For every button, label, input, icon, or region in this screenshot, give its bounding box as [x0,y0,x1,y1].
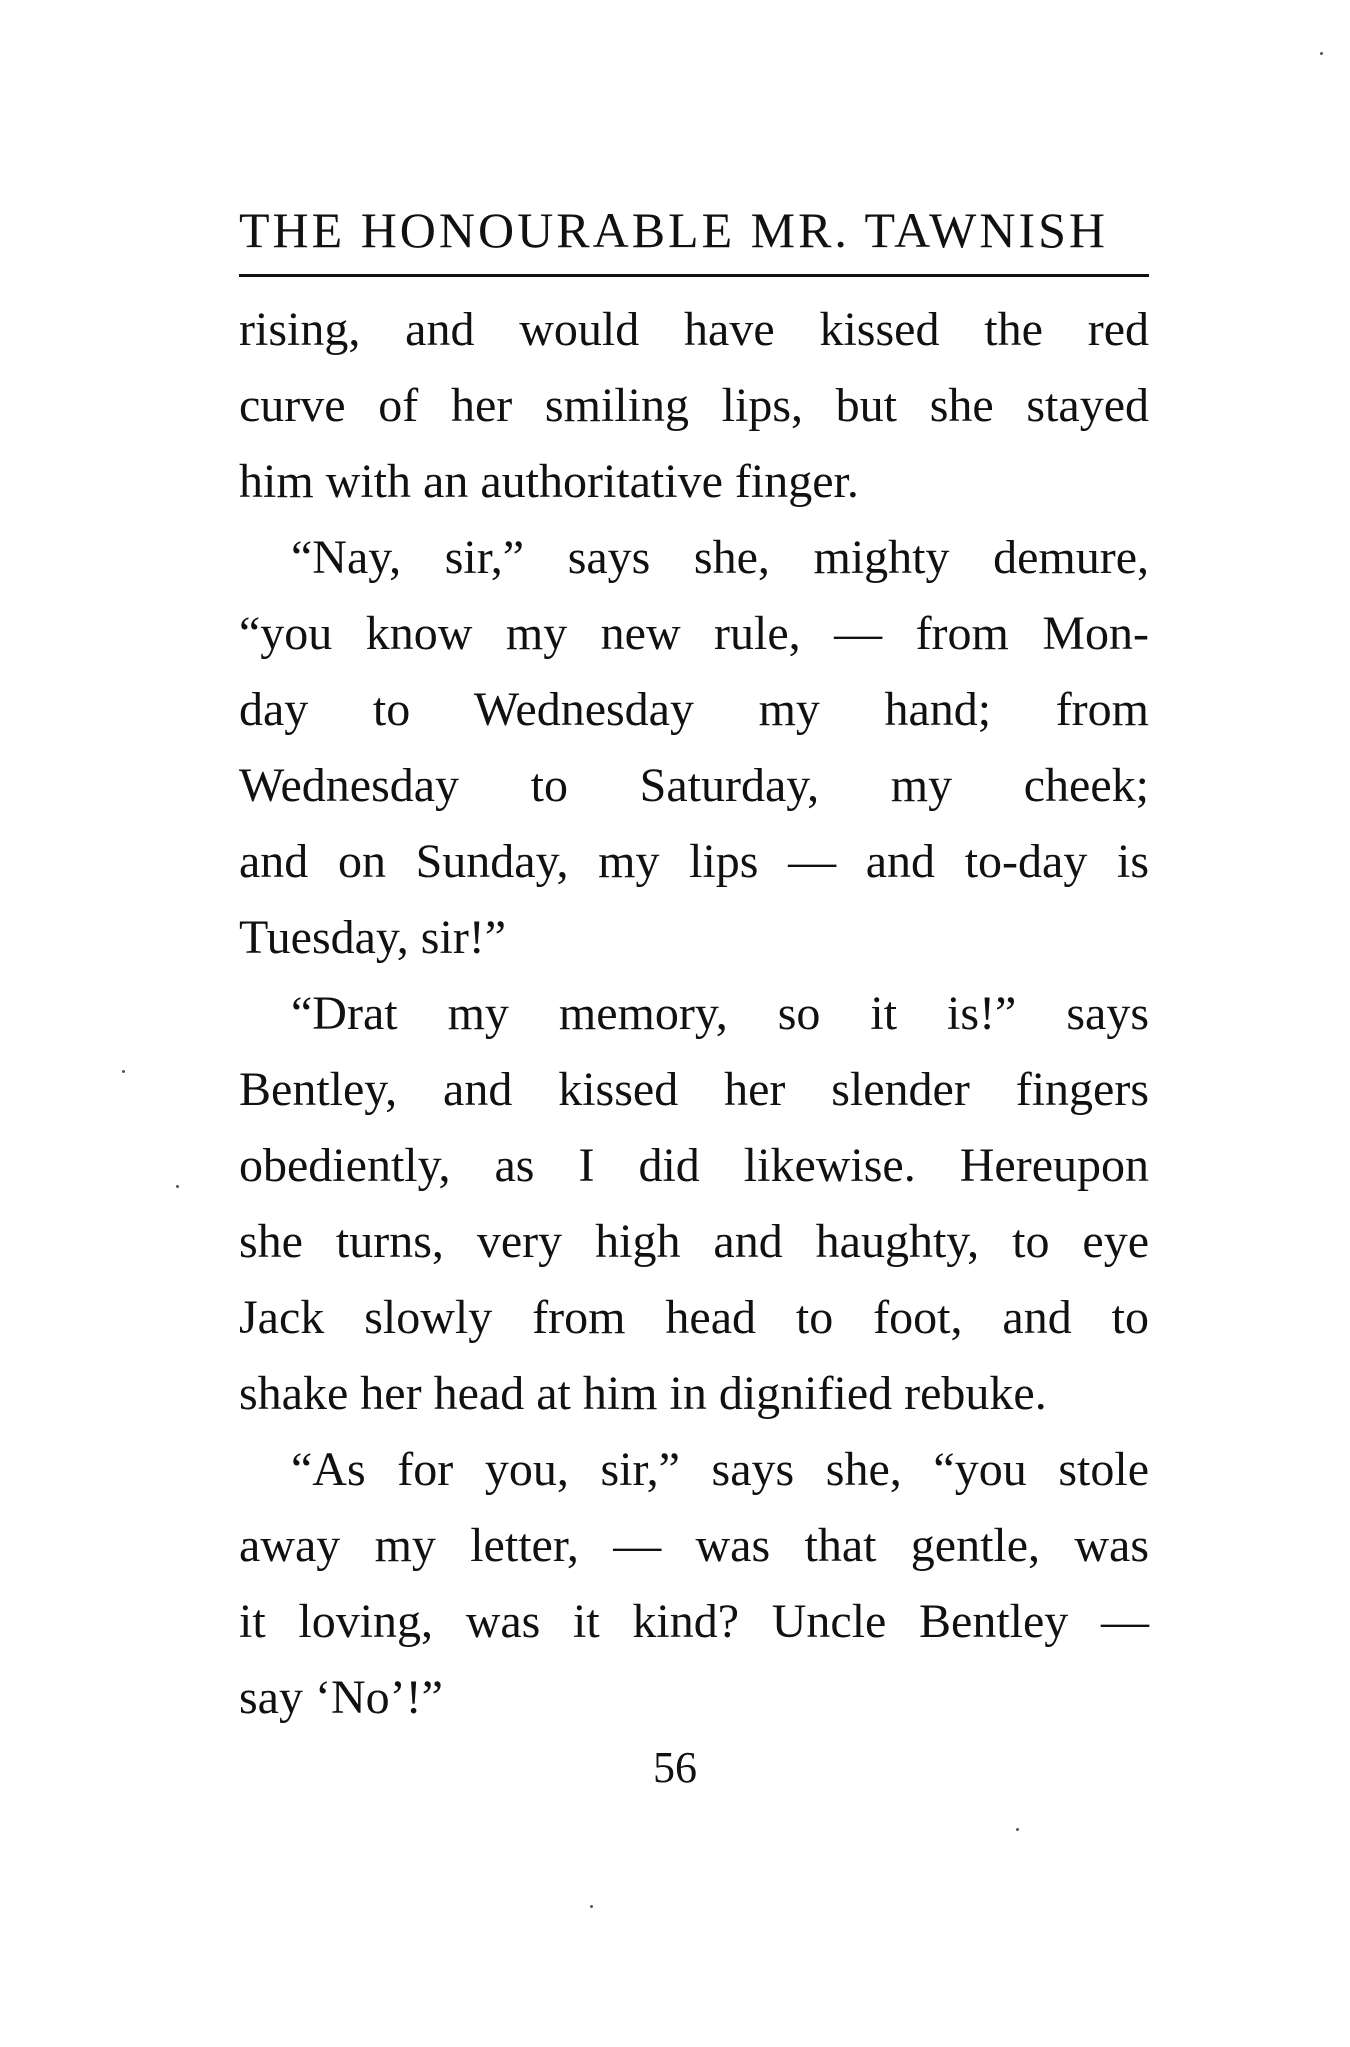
body-text [239,292,1149,1736]
text-line: and on Sunday, my lips — and to-day is [239,835,1149,888]
text-line: “you know my new rule, — from Mon- [239,607,1149,660]
header-rule [239,274,1149,277]
running-head: THE HONOURABLE MR. TAWNISH [239,202,1109,258]
text-line: “As for you, sir,” says she, “you stole [291,1443,1149,1496]
text-line: she turns, very high and haughty, to eye [239,1215,1149,1268]
text-line: “Drat my memory, so it is!” says [291,987,1149,1040]
text-line: curve of her smiling lips, but she stayed [239,379,1149,432]
text-line: it loving, was it kind? Uncle Bentley — [239,1595,1149,1648]
text-line: away my letter, — was that gentle, was [239,1519,1149,1572]
text-line: obediently, as I did likewise. Hereupon [239,1139,1149,1192]
text-line: rising, and would have kissed the red [239,303,1149,356]
paper-speck [176,1185,179,1188]
text-line: Wednesday to Saturday, my cheek; [239,759,1149,812]
paper-speck [590,1905,593,1908]
text-line: day to Wednesday my hand; from [239,683,1149,736]
text-line: shake her head at him in dignified rebuke. [239,1367,1047,1420]
paper-speck [1016,1828,1019,1831]
page-number: 56 [653,1743,697,1792]
text-line: Tuesday, sir!” [239,911,507,964]
text-line: Jack slowly from head to foot, and to [239,1291,1149,1344]
text-line: “Nay, sir,” says she, mighty demure, [291,531,1149,584]
paper-speck [122,1070,125,1073]
text-line: him with an authoritative finger. [239,455,859,508]
text-line: say ‘No’!” [239,1671,443,1724]
paper-speck [1320,52,1323,55]
text-line: Bentley, and kissed her slender fingers [239,1063,1149,1116]
